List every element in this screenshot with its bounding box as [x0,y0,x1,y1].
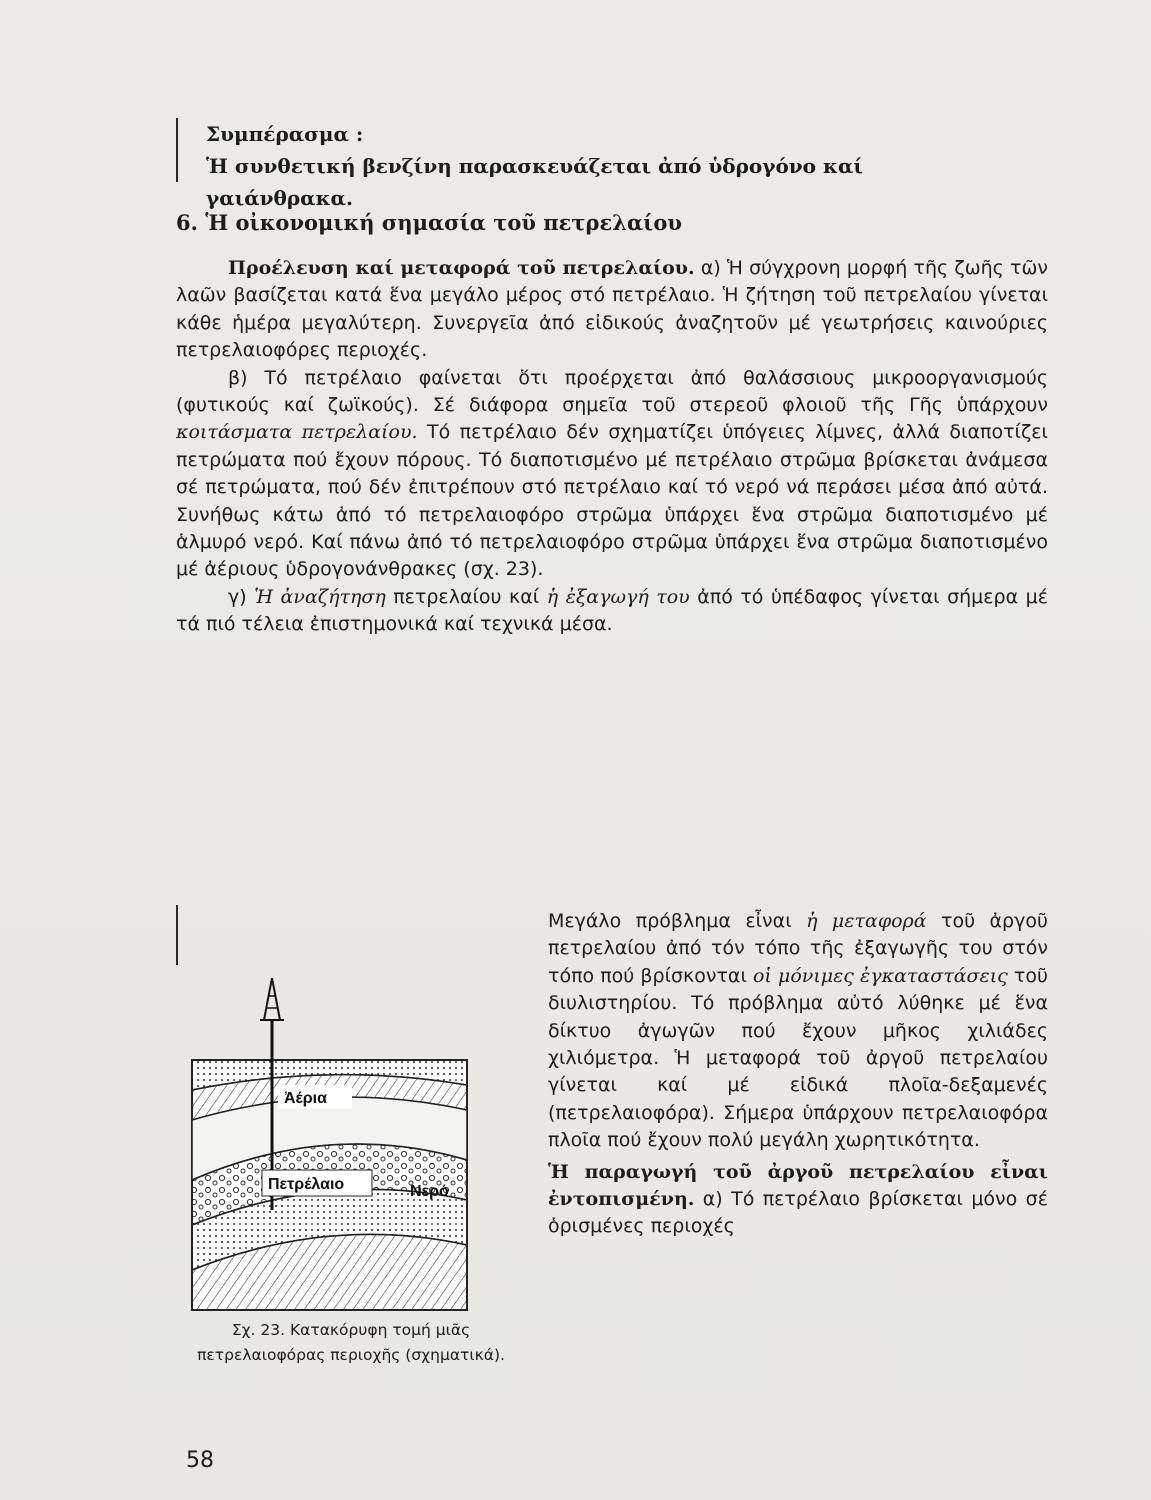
derrick-icon [260,978,284,1020]
emphasis-text: Ἡ ἀναζήτηση [254,585,386,608]
paragraph-production [548,1159,1048,1241]
page-number: 58 [186,1448,214,1473]
paragraph-text: πετρελαίου καί [385,585,547,608]
paragraph-formation [176,365,1048,584]
paragraph-text: ἀπό τό ὑπέδαφος γίνεται σήμερα μέ τά πιό τέλεια ἐπιστημονικά καί τεχνικά μέσα. [176,585,1049,636]
paragraph-text: α) Τό πετρέλαιο βρίσκεται μόνο σέ ὁρισμένες περιοχές [548,1188,1048,1238]
paragraph-origin [176,255,1048,365]
margin-bar [176,905,178,965]
paragraph-transport [548,908,1048,1155]
section-heading: 6. Ἡ οἰκονομική σημασία τοῦ πετρελαίου [176,210,682,235]
paragraph-text: τοῦ διυλιστηρίου. Τό πρόβλημα αὐτό λύθηκε μέ ἕνα δίκτυο ἀγωγῶν πού ἔχουν μῆκος χιλιάδες χιλιόμετρα. Ἡ μεταφορά τοῦ ἀργοῦ πετρελαίου γίνεται καί μέ εἰδικά πλοῖα-δεξαμενές (πετρελαιοφόρα). Σήμερα ὑπάρχουν πετρελαιοφόρα πλοῖα πού ἔχουν πολύ μεγάλη χωρητικότητα. [548,964,1048,1152]
paragraph-lead: Ἡ παραγωγή τοῦ ἀργοῦ πετρελαίου εἶναι ἐντοπισμένη. [548,1160,1048,1211]
paragraph-lead: Προέλευση καί μεταφορά τοῦ πετρελαίου. [228,257,695,279]
conclusion-box [176,118,906,210]
emphasis-text: ἡ ἐξαγωγή του [546,585,690,608]
right-column-text [548,908,1048,1241]
conclusion-label: Συμπέρασμα : [206,122,364,146]
emphasis-text: κοιτάσματα πετρελαίου. [176,421,418,444]
paragraph-text: Τό πετρέλαιο δέν σχηματίζει ὑπόγειες λίμνες, ἀλλά διαποτίζει πετρώματα πού ἔχουν πόρους. Τό διαποτισμένο μέ πετρέλαιο στρῶμα βρίσκεται ἀνάμεσα σέ πετρώματα, πού δέν ἐπιτρέπουν στό πετρέλαιο καί τό νερό νά περάσει μέσα ἀπό αὐτά. Συνήθως κάτω ἀπό τό πετρελαιοφόρο στρῶμα ὑπάρχει ἕνα στρῶμα διαποτισμένο μέ ἁλμυρό νερό. Καί πάνω ἀπό τό πετρελαιοφόρο στρῶμα ὑπάρχει ἕνα στρῶμα διαποτισμένο μέ ἀέριους ὑδρογονάνθρακες (σχ. 23). [176,421,1048,581]
paragraph-text: γ) [228,585,255,608]
emphasis-text: οἱ μόνιμες ἐγκαταστάσεις [752,964,1008,987]
gas-label: Ἀέρια [284,1090,327,1107]
oil-label: Πετρέλαιο [268,1176,345,1193]
emphasis-text: ἡ μεταφορά [806,910,927,932]
paragraph-text: τοῦ ἀργοῦ πετρελαίου ἀπό τόν τόπο τῆς ἐξαγωγῆς του στόν τόπο πού βρίσκονται [548,910,1048,987]
paragraph-text: α) Ἡ σύγχρονη μορφή τῆς ζωῆς τῶν λαῶν βασίζεται κατά ἕνα μεγάλο μέρος στό πετρέλαιο. Ἡ ζήτηση τοῦ πετρελαίου γίνεται κάθε ἡμέρα μεγαλύτερη. Συνεργεῖα ἀπό εἰδικούς ἀναζητοῦν μέ γεωτρήσεις καινούριες πετρελαιοφόρες περιοχές. [176,257,1048,362]
paragraph-extraction [176,584,1048,639]
oil-field-cross-section-figure [190,970,470,1315]
main-text [176,255,1048,639]
paragraph-text: β) Τό πετρέλαιο φαίνεται ὅτι προέρχεται ἀπό θαλάσσιους μικροοργανισμούς (φυτικούς καί ζωϊκούς). Σέ διάφορα σημεῖα τοῦ στερεοῦ φλοιοῦ τῆς Γῆς ὑπάρχουν [176,366,1048,417]
paragraph-text: Μεγάλο πρόβλημα εἶναι [548,910,807,932]
conclusion-text: Ἡ συνθετική βενζίνη παρασκευάζεται ἀπό ὑδρογόνο καί γαιάνθρακα. [206,154,864,210]
figure-caption: Σχ. 23. Κατακόρυφη τομή μιᾶς πετρελαιοφόρας περιοχῆς (σχηματικά). [197,1321,505,1364]
water-label: Νερό [410,1183,449,1200]
